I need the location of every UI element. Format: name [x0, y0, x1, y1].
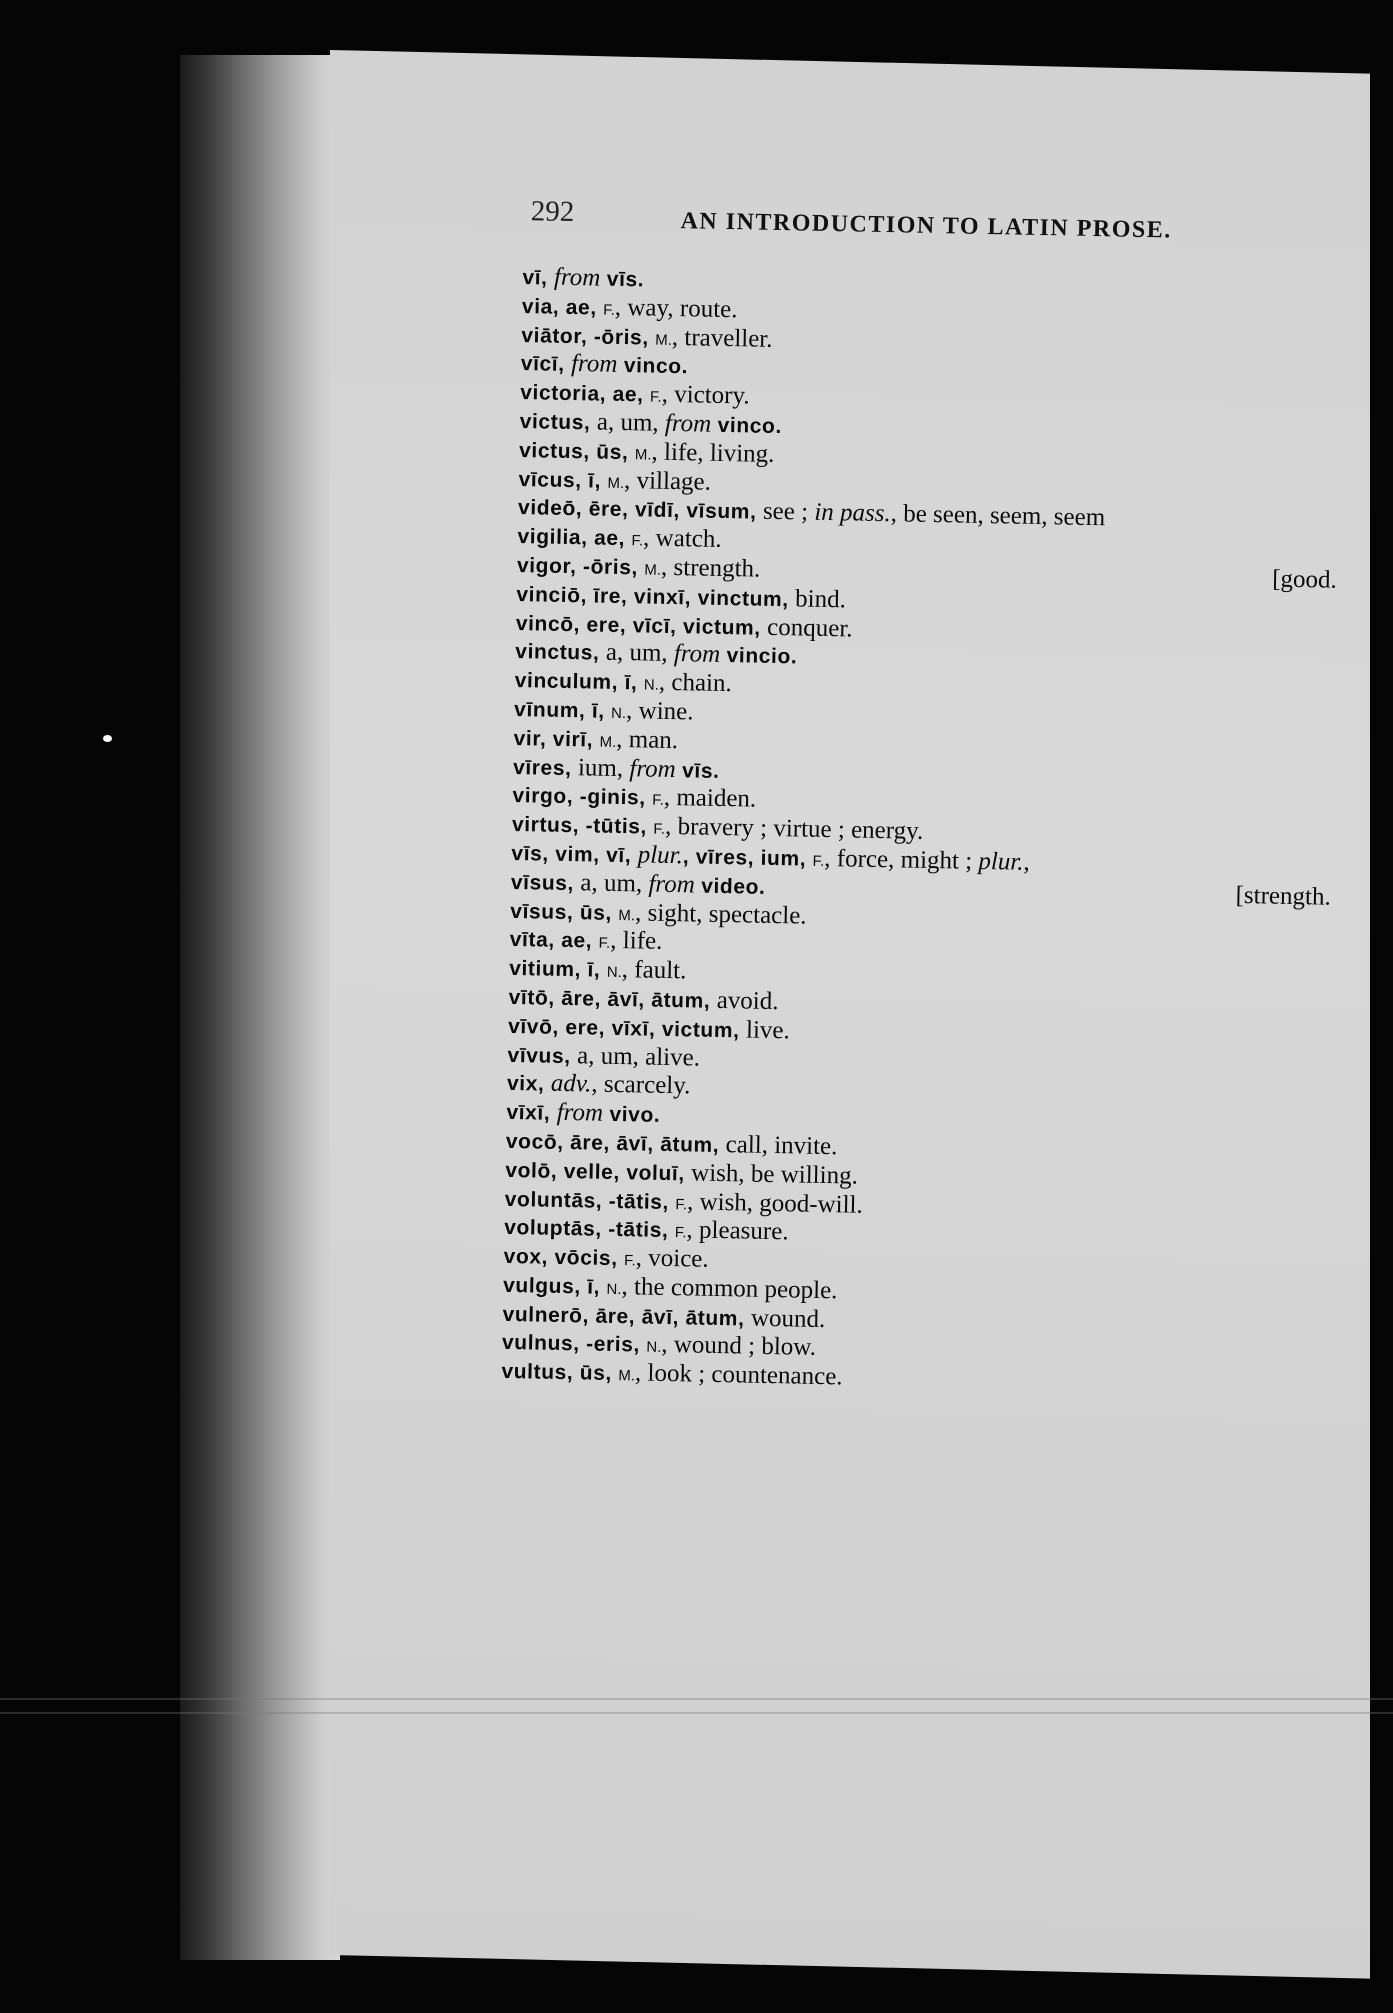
- entry-gender: F.: [674, 1224, 687, 1242]
- entry-definition: , sight, spectacle.: [634, 898, 807, 930]
- entry-gender: F.: [675, 1195, 688, 1213]
- entry-headword: vīsus, ūs,: [510, 899, 619, 925]
- entry-headword: viātor, -ōris,: [521, 323, 656, 350]
- entry-gender: F.: [649, 388, 662, 406]
- entry-headword: vincō, ere, vīcī, victum,: [515, 611, 768, 640]
- entry-reference-word: vivo.: [602, 1102, 661, 1127]
- entry-reference-word: vinco.: [617, 354, 689, 379]
- entry-definition: , wine.: [625, 697, 694, 726]
- entry-italic-text: in pass.: [814, 499, 891, 528]
- entry-headword: victus,: [519, 410, 598, 435]
- entry-definition: see ;: [762, 498, 815, 527]
- entry-reference-word: vīs.: [600, 267, 645, 292]
- entry-definition: , be seen, seem, seem: [890, 500, 1106, 532]
- entry-definition: conquer.: [766, 613, 853, 643]
- entry-italic-text: from: [556, 1098, 604, 1127]
- entry-definition: wound.: [750, 1304, 826, 1333]
- entry-headword: vitium, ī,: [508, 957, 608, 982]
- entry-headword: volō, velle, voluī,: [505, 1158, 692, 1186]
- entry-gender: F.: [602, 301, 615, 319]
- scan-artifact-line: [0, 1712, 1393, 1714]
- entry-headword: vinciō, īre, vinxī, vinctum,: [516, 582, 796, 612]
- entry-headword: vocō, āre, āvī, ātum,: [505, 1129, 726, 1158]
- entry-definition: , pleasure.: [686, 1216, 789, 1246]
- entry-reference-word: vīs.: [675, 758, 720, 783]
- entry-gender: F.: [598, 934, 611, 953]
- entry-headword: vinctus,: [515, 640, 607, 666]
- entry-gender: F.: [651, 791, 664, 810]
- entry-headword: victoria, ae,: [520, 381, 651, 407]
- dust-speck: [103, 735, 112, 742]
- entry-italic-text: from: [648, 870, 696, 899]
- entry-gender: M.: [607, 474, 625, 492]
- entry-headword: vinculum, ī,: [514, 669, 645, 695]
- entry-italic-text: from: [553, 263, 601, 292]
- entry-definition: live.: [745, 1016, 791, 1045]
- entry-definition: , watch.: [642, 524, 722, 554]
- entry-definition: a, um,: [596, 408, 666, 437]
- entry-gender: N.: [606, 1280, 622, 1299]
- entry-gender: F.: [623, 1252, 636, 1270]
- entry-definition: , life, living.: [651, 438, 775, 468]
- entry-headword: vīta, ae,: [509, 928, 599, 953]
- entry-definition: a, um,: [605, 639, 675, 668]
- entry-reference-word: video.: [694, 874, 766, 899]
- entry-headword: vī,: [522, 266, 555, 290]
- entry-headword: vīnum, ī,: [513, 697, 612, 723]
- entry-definition: , traveller.: [671, 323, 773, 353]
- entry-gender: M.: [599, 733, 617, 751]
- entry-gender: F.: [653, 820, 666, 839]
- entry-headword: voluntās, -tātis,: [504, 1187, 676, 1214]
- entry-reference-word: vincio.: [719, 644, 798, 669]
- entry-headword: vix,: [506, 1072, 552, 1097]
- entry-gender: M.: [618, 1367, 636, 1385]
- entry-definition: wish, be willing.: [690, 1159, 859, 1190]
- entry-italic-text: from: [570, 350, 618, 379]
- entry-italic-text: adv.: [550, 1070, 592, 1098]
- entry-definition: , strength.: [660, 553, 761, 583]
- entry-italic-text: from: [673, 640, 721, 669]
- entry-headword: vīvus,: [507, 1043, 578, 1068]
- entry-definition: ,: [1023, 848, 1031, 876]
- entry-headword: vox, vōcis,: [503, 1244, 625, 1271]
- entry-gender: F.: [812, 852, 825, 870]
- entry-continuation: [good.: [1271, 565, 1338, 594]
- entry-headword: vīvō, ere, vīxī, victum,: [507, 1014, 747, 1043]
- entry-headword: vulnerō, āre, āvī, ātum,: [502, 1302, 752, 1331]
- entry-definition: , village.: [623, 466, 712, 496]
- entry-gender: M.: [644, 561, 662, 579]
- entry-headword: vigor, -ōris,: [516, 553, 645, 580]
- entry-definition: ium,: [577, 753, 630, 782]
- scan-artifact-line: [0, 1698, 1393, 1700]
- entry-definition: , chain.: [658, 668, 733, 698]
- entry-gender: M.: [634, 446, 652, 464]
- entry-headword: voluptās, -tātis,: [504, 1216, 676, 1243]
- entry-headword: vulnus, -eris,: [501, 1331, 647, 1358]
- entry-gender: N.: [606, 963, 622, 982]
- entry-definition: , victory.: [661, 380, 750, 410]
- entry-headword: vītō, āre, āvī, ātum,: [508, 985, 717, 1013]
- entry-gender: N.: [646, 1339, 662, 1357]
- entry-headword: vīsus,: [510, 870, 581, 896]
- entry-italic-text: plur.: [978, 847, 1024, 876]
- entry-definition: call, invite.: [725, 1131, 838, 1161]
- entry-headword: vīres,: [512, 755, 579, 780]
- entry-definition: a, um, alive.: [576, 1041, 701, 1072]
- entry-headword: videō, ēre, vīdī, vīsum,: [517, 496, 764, 525]
- entry-headword: vīs, vim, vī,: [511, 841, 638, 868]
- entry-headword: vīcus, ī,: [518, 467, 608, 493]
- entry-definition: avoid.: [716, 986, 779, 1016]
- entry-gender: N.: [610, 704, 627, 723]
- entry-definition: , wound ; blow.: [661, 1331, 817, 1362]
- entry-headword: vīcī,: [520, 352, 572, 377]
- entry-continuation: [strength.: [1235, 881, 1331, 911]
- entry-gender: M.: [655, 331, 673, 349]
- entry-reference-word: , vīres, ium,: [682, 845, 813, 871]
- entry-definition: , voice.: [635, 1244, 709, 1273]
- entry-definition: , life.: [610, 927, 663, 956]
- entry-definition: , way, route.: [614, 293, 738, 323]
- entry-gender: F.: [631, 532, 644, 550]
- entry-definition: , scarcely.: [591, 1070, 691, 1100]
- entry-headword: via, ae,: [521, 294, 604, 320]
- entry-definition: , maiden.: [663, 784, 757, 813]
- entry-gender: M.: [618, 906, 636, 924]
- entry-gender: N.: [643, 676, 659, 694]
- entry-italic-text: from: [664, 409, 712, 438]
- entry-italic-text: from: [629, 754, 676, 783]
- entry-headword: vir, virī,: [513, 726, 600, 752]
- entry-headword: virgo, -ginis,: [512, 784, 653, 810]
- entry-definition: , man.: [616, 725, 679, 754]
- entry-italic-text: plur.: [637, 841, 684, 870]
- entry-headword: vultus, ūs,: [501, 1360, 619, 1386]
- entry-definition: , look ; countenance.: [634, 1359, 843, 1391]
- entry-definition: , fault.: [621, 956, 687, 985]
- entry-headword: vīxī,: [506, 1101, 557, 1125]
- entry-definition: , bravery ; virtue ; energy.: [664, 813, 924, 845]
- entry-headword: vulgus, ī,: [502, 1273, 607, 1299]
- entry-headword: vigilia, ae,: [517, 525, 632, 551]
- entry-definition: , wish, good-will.: [686, 1187, 864, 1219]
- dictionary-entries: [501, 263, 1342, 1402]
- entry-definition: , the common people.: [621, 1273, 838, 1305]
- entry-reference-word: vinco.: [710, 413, 783, 439]
- entry-definition: bind.: [794, 585, 847, 614]
- entry-definition: a, um,: [580, 869, 649, 898]
- running-title: AN INTRODUCTION TO LATIN PROSE.: [680, 208, 1172, 244]
- entry-headword: victus, ūs,: [518, 438, 636, 465]
- entry-definition: , force, might ;: [824, 844, 979, 875]
- page-number: 292: [530, 195, 575, 229]
- entry-headword: virtus, -tūtis,: [511, 813, 654, 839]
